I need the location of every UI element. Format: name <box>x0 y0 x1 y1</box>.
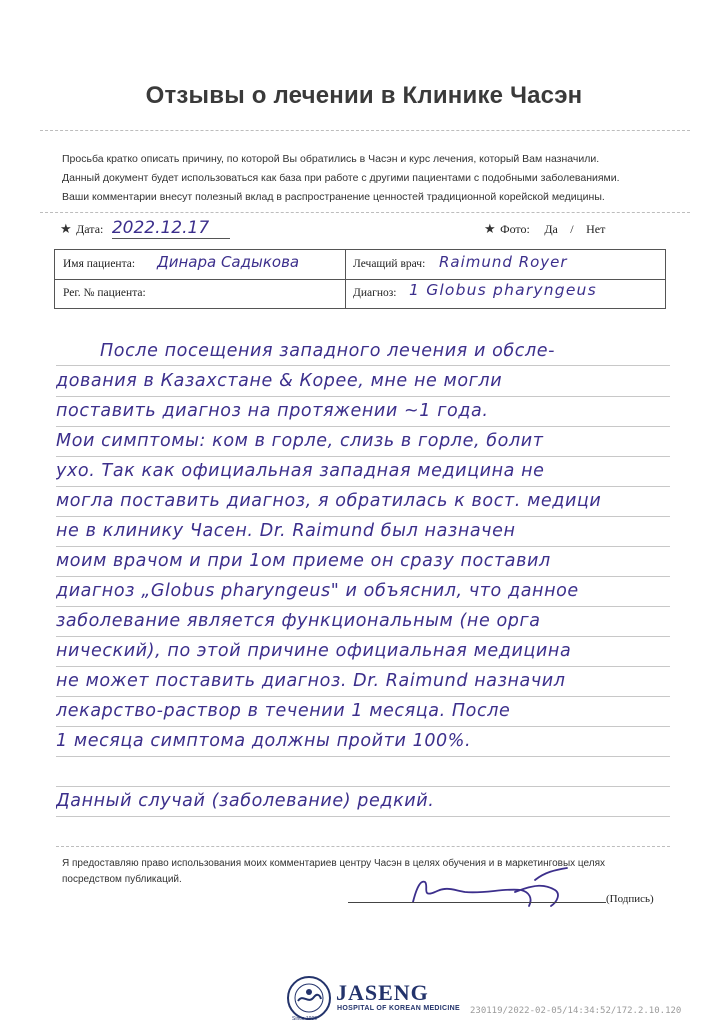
signature-label: (Подпись) <box>606 893 654 905</box>
signature-drawing <box>395 862 595 912</box>
jaseng-seal-icon <box>286 975 332 1021</box>
consent-line: Я предоставляю право использования моих комментариев центру Часэн в целях обучения и в маркетинговых целях <box>62 858 606 869</box>
title-divider <box>40 130 690 131</box>
star-icon: ★ <box>60 221 72 236</box>
table-divider-h <box>55 279 665 280</box>
photo-separator: / <box>570 222 574 236</box>
intro-line: Ваши комментарии внесут полезный вклад в распространение ценностей традиционной корейской медицины. <box>62 191 605 203</box>
review-line: 1 месяца симптома должны пройти 100%. <box>56 726 670 757</box>
review-line: не в клинику Часен. Dr. Raimund был назначен <box>56 516 670 547</box>
date-label: Дата: <box>76 222 104 236</box>
patient-name-label: Имя пациента: <box>63 258 136 270</box>
signature-line[interactable] <box>348 902 606 903</box>
brand-name: JASENG <box>336 980 429 1005</box>
patient-name-value: Динара Садыкова <box>157 253 300 271</box>
review-line: Мои симптомы: ком в горле, слизь в горле, болит <box>56 426 670 457</box>
consent-line: посредством публикаций. <box>62 874 182 885</box>
review-line: После посещения западного лечения и обсле- <box>56 336 670 366</box>
photo-option-no[interactable]: Нет <box>586 222 606 236</box>
reg-number-label: Рег. № пациента: <box>63 287 146 299</box>
date-row <box>60 218 230 239</box>
intro-divider <box>40 212 690 213</box>
intro-text <box>62 150 672 207</box>
review-line: дования в Казахстане & Корее, мне не могли <box>56 366 670 397</box>
seal-text: Since 1990 <box>292 1016 318 1022</box>
doctor-value: Raimund Royer <box>439 253 568 271</box>
diagnosis-label: Диагноз: <box>353 287 397 299</box>
review-line: моим врачом и при 1ом приеме он сразу поставил <box>56 546 670 577</box>
photo-option-yes[interactable]: Да <box>544 222 558 236</box>
star-icon: ★ <box>484 221 496 236</box>
date-value: 2022.12.17 <box>112 218 230 239</box>
photo-row <box>484 220 605 238</box>
review-line: нический), по этой причине официальная медицина <box>56 636 670 667</box>
review-line: диагноз „Globus pharyngeus" и объяснил, что данное <box>56 576 670 607</box>
review-line: заболевание является функциональным (не орга <box>56 606 670 637</box>
review-line: не может поставить диагноз. Dr. Raimund назначил <box>56 666 670 697</box>
review-line: Данный случай (заболевание) редкий. <box>56 786 670 817</box>
diagnosis-value: 1 Globus pharyngeus <box>409 281 597 299</box>
doctor-label: Лечащий врач: <box>353 258 426 270</box>
review-line: могла поставить диагноз, я обратилась к вост. медици <box>56 486 670 517</box>
brand-subtitle: HOSPITAL OF KOREAN MEDICINE <box>337 1005 460 1012</box>
patient-info-table <box>54 249 666 309</box>
review-divider <box>56 846 670 847</box>
review-line: лекарство-раствор в течении 1 месяца. После <box>56 696 670 727</box>
review-line <box>56 756 670 787</box>
intro-line: Данный документ будет использоваться как база при работе с другими пациентами с подобными заболеваниями. <box>62 172 620 184</box>
scan-stamp: 230119/2022-02-05/14:34:52/172.2.10.120 <box>470 1006 682 1016</box>
review-line: ухо. Так как официальная западная медицина не <box>56 456 670 487</box>
intro-line: Просьба кратко описать причину, по которой Вы обратились в Часэн и курс лечения, который Вам назначили. <box>62 153 600 165</box>
document-title: Отзывы о лечении в Клинике Часэн <box>145 82 583 109</box>
table-divider-v <box>345 250 346 308</box>
review-line: поставить диагноз на протяжении ~1 года. <box>56 396 670 427</box>
photo-label: Фото: <box>500 222 530 236</box>
